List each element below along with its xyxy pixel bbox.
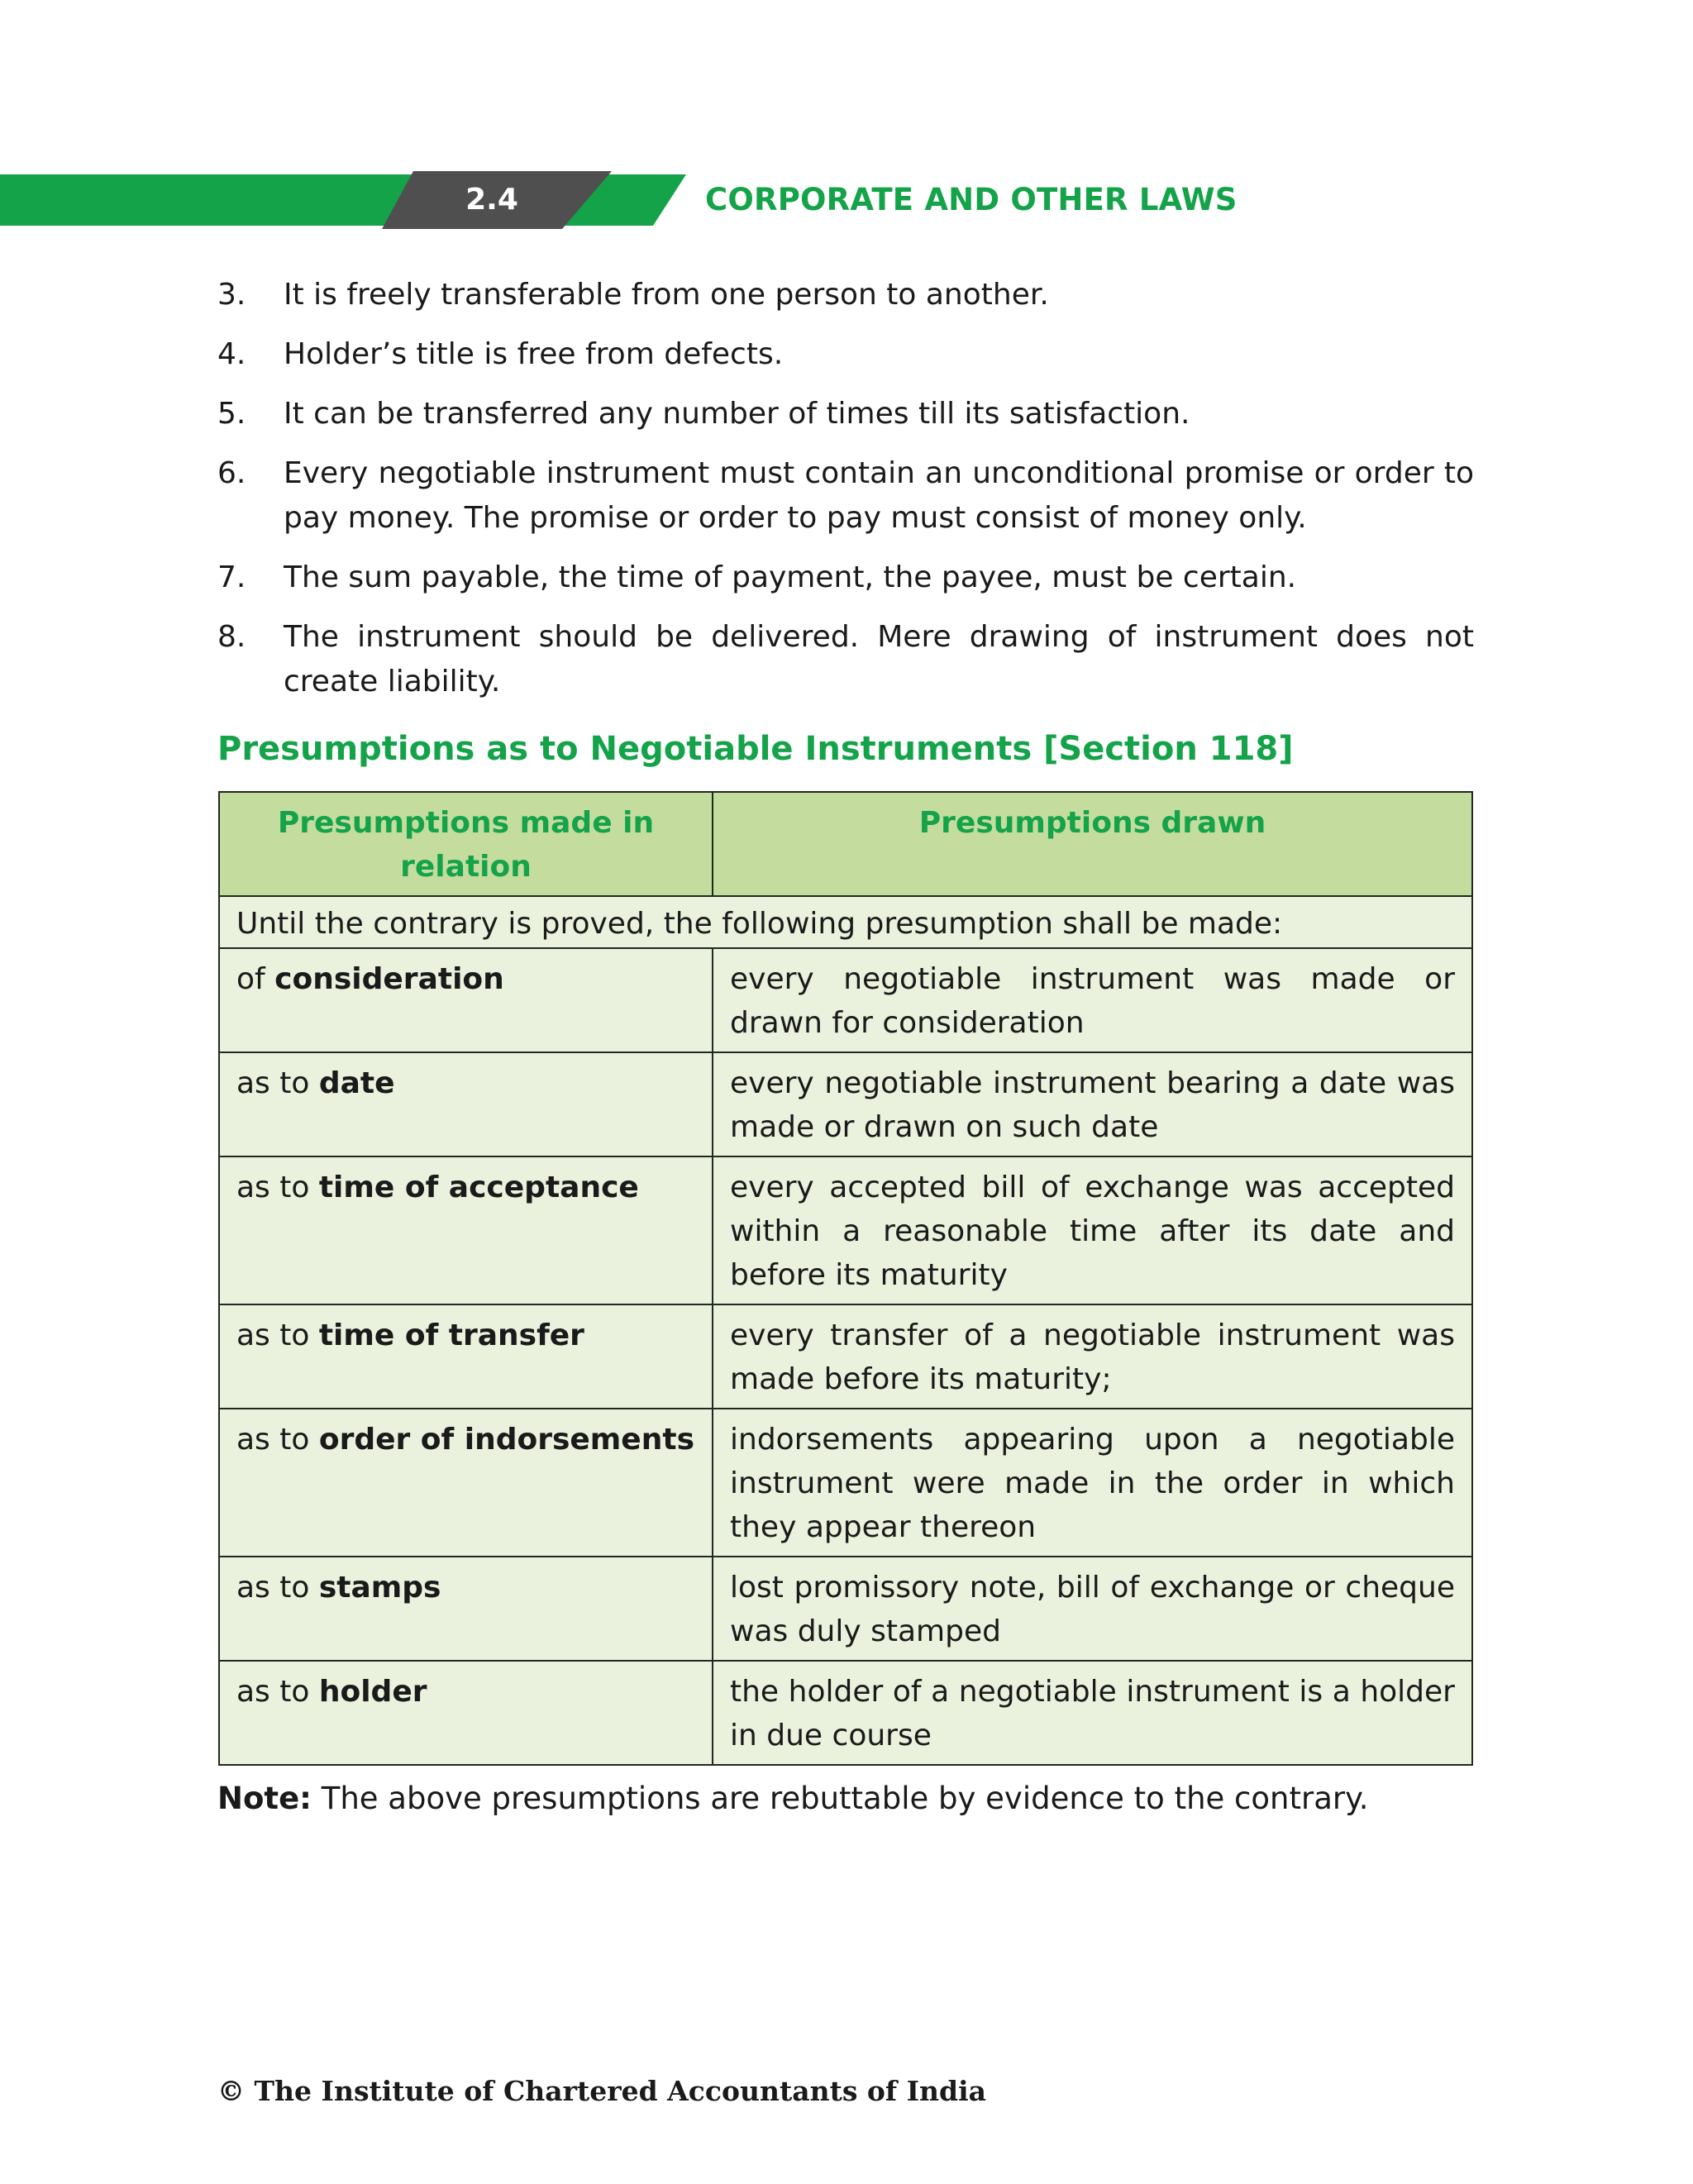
relation-prefix: of: [236, 962, 275, 996]
presumption-relation-cell: [219, 1661, 713, 1765]
list-item-number: 5.: [217, 397, 246, 431]
list-item-text: It is freely transferable from one person to another.: [284, 278, 1049, 312]
presumption-drawn-cell: every transfer of a negotiable instrument was made before its maturity;: [713, 1304, 1472, 1409]
relation-term: date: [318, 1066, 395, 1100]
relation-prefix: as to: [236, 1066, 319, 1100]
note-text: The above presumptions are rebuttable by evidence to the contrary.: [311, 1781, 1369, 1816]
relation-term: holder: [318, 1675, 427, 1709]
presumption-drawn-cell: every accepted bill of exchange was accepted within a reasonable time after its date and before its maturity: [713, 1156, 1472, 1304]
table-row: [219, 1661, 1472, 1765]
presumption-relation-cell: [219, 1156, 713, 1304]
header-band: [0, 171, 686, 229]
relation-prefix: as to: [236, 1171, 319, 1204]
feature-list: [217, 273, 1474, 719]
page-number: 2.4: [465, 183, 518, 217]
presumption-drawn-cell: indorsements appearing upon a negotiable instrument were made in the order in which they appear thereon: [713, 1409, 1472, 1557]
relation-prefix: as to: [236, 1319, 319, 1352]
list-item-number: 8.: [217, 620, 246, 654]
copyright-footer: © The Institute of Chartered Accountants of India: [217, 2075, 987, 2107]
presumption-relation-cell: [219, 1557, 713, 1661]
list-item-text: It can be transferred any number of times till its satisfaction.: [284, 397, 1190, 431]
relation-term: stamps: [318, 1571, 441, 1605]
table-row: [219, 1052, 1472, 1156]
table-header-row: [219, 792, 1472, 896]
presumption-drawn-cell: every negotiable instrument bearing a date was made or drawn on such date: [713, 1052, 1472, 1156]
list-item-text: The sum payable, the time of payment, the payee, must be certain.: [284, 560, 1297, 594]
list-item-number: 6.: [217, 456, 246, 490]
relation-term: consideration: [274, 962, 504, 996]
list-item-text: Holder’s title is free from defects.: [284, 337, 784, 371]
presumption-relation-cell: [219, 948, 713, 1052]
relation-prefix: as to: [236, 1423, 319, 1457]
list-item: [217, 556, 1474, 600]
list-item-text: The instrument should be delivered. Mere drawing of instrument does not create liability.: [284, 620, 1474, 699]
list-item-number: 4.: [217, 337, 246, 371]
list-item: [217, 392, 1474, 436]
table-row: [219, 948, 1472, 1052]
list-item-text: Every negotiable instrument must contain an unconditional promise or order to pay money. The promise or order to pay must consist of money only.: [284, 456, 1474, 535]
relation-term: time of transfer: [318, 1319, 584, 1352]
presumption-relation-cell: [219, 1409, 713, 1557]
presumption-drawn-cell: every negotiable instrument was made or drawn for consideration: [713, 948, 1472, 1052]
presumption-drawn-cell: lost promissory note, bill of exchange or cheque was duly stamped: [713, 1557, 1472, 1661]
table-row: [219, 1409, 1472, 1557]
table-row: [219, 1156, 1472, 1304]
table-intro-row: [219, 896, 1472, 948]
table-row: [219, 1304, 1472, 1409]
list-item-number: 3.: [217, 278, 246, 312]
section-heading: Presumptions as to Negotiable Instruments [Section 118]: [217, 730, 1294, 768]
list-item: [217, 615, 1474, 704]
header-band-graphic: [0, 171, 686, 229]
column-header-drawn: Presumptions drawn: [713, 792, 1472, 896]
list-item-number: 7.: [217, 560, 246, 594]
table-intro-text: Until the contrary is proved, the following presumption shall be made:: [219, 896, 1472, 948]
relation-prefix: as to: [236, 1571, 319, 1605]
list-item: [217, 273, 1474, 317]
presumption-relation-cell: [219, 1304, 713, 1409]
presumptions-table: [218, 791, 1473, 1766]
relation-term: order of indorsements: [318, 1423, 694, 1457]
presumption-relation-cell: [219, 1052, 713, 1156]
list-item: [217, 332, 1474, 377]
note-label: Note:: [217, 1781, 312, 1816]
relation-term: time of acceptance: [318, 1171, 639, 1204]
note: [217, 1776, 1368, 1822]
table-row: [219, 1557, 1472, 1661]
presumption-drawn-cell: the holder of a negotiable instrument is a holder in due course: [713, 1661, 1472, 1765]
list-item: [217, 451, 1474, 541]
column-header-relation: Presumptions made in relation: [219, 792, 713, 896]
running-title: CORPORATE AND OTHER LAWS: [705, 182, 1238, 217]
relation-prefix: as to: [236, 1675, 319, 1709]
